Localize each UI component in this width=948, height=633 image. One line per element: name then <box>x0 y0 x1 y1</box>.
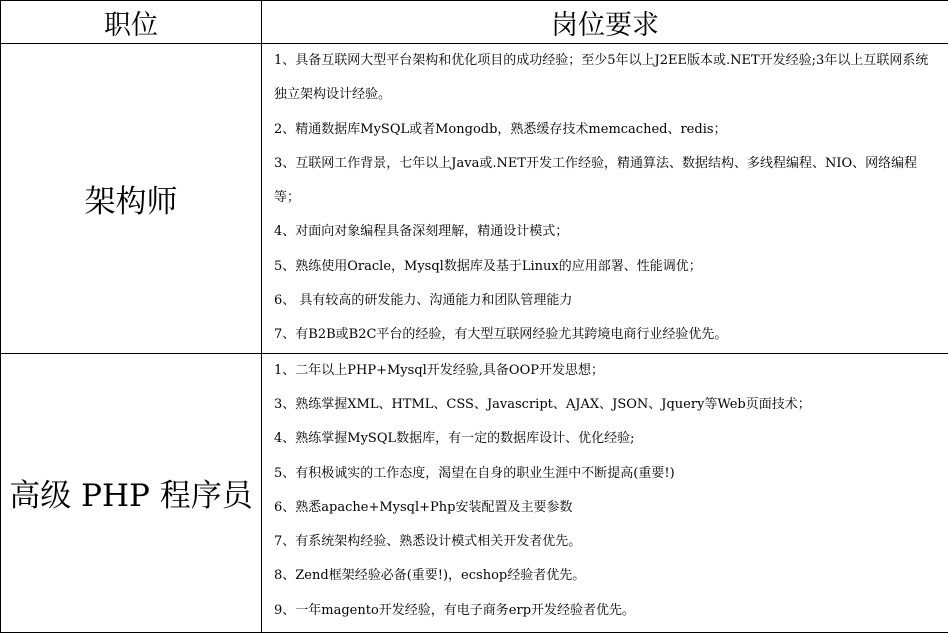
requirement-item: 9、一年magento开发经验，有电子商务erp开发经验者优先。 <box>262 594 948 628</box>
requirement-item: 5、熟练使用Oracle，Mysql数据库及基于Linux的应用部署、性能调优； <box>262 250 948 284</box>
requirement-item: 7、有B2B或B2C平台的经验，有大型互联网经验尤其跨境电商行业经验优先。 <box>262 318 948 352</box>
role-name: 高级 PHP 程序员 <box>1 353 262 632</box>
table-row-architect <box>1 44 948 354</box>
requirement-item: 6、熟悉apache+Mysql+Php安装配置及主要参数 <box>262 491 948 525</box>
requirement-item: 1、二年以上PHP+Mysql开发经验,具备OOP开发思想； <box>262 354 948 388</box>
requirements-cell <box>262 44 948 354</box>
header-requirements: 岗位要求 <box>262 1 948 44</box>
requirement-item: 8、Zend框架经验必备(重要!)，ecshop经验者优先。 <box>262 559 948 593</box>
requirement-item: 7、有系统架构经验、熟悉设计模式相关开发者优先。 <box>262 525 948 559</box>
requirement-item: 5、有积极诚实的工作态度，渴望在自身的职业生涯中不断提高(重要!) <box>262 457 948 491</box>
header-position: 职位 <box>1 1 262 44</box>
requirement-item: 4、对面向对象编程具备深刻理解，精通设计模式； <box>262 215 948 249</box>
requirement-item: 4、熟练掌握MySQL数据库，有一定的数据库设计、优化经验; <box>262 422 948 456</box>
table-row-php-developer <box>1 353 948 632</box>
role-name: 架构师 <box>1 44 262 354</box>
requirements-cell <box>262 353 948 632</box>
requirement-item: 6、 具有较高的研发能力、沟通能力和团队管理能力 <box>262 284 948 318</box>
requirement-item: 3、互联网工作背景，七年以上Java或.NET开发工作经验，精通算法、数据结构、多线程编程、NIO、网络编程等； <box>262 147 948 216</box>
requirement-item: 2、精通数据库MySQL或者Mongodb，熟悉缓存技术memcached、redis； <box>262 113 948 147</box>
requirement-item: 3、熟练掌握XML、HTML、CSS、Javascript、AJAX、JSON、Jquery等Web页面技术； <box>262 388 948 422</box>
requirement-item: 1、具备互联网大型平台架构和优化项目的成功经验；至少5年以上J2EE版本或.NET开发经验;3年以上互联网系统独立架构设计经验。 <box>262 44 948 113</box>
header-row <box>1 1 948 44</box>
